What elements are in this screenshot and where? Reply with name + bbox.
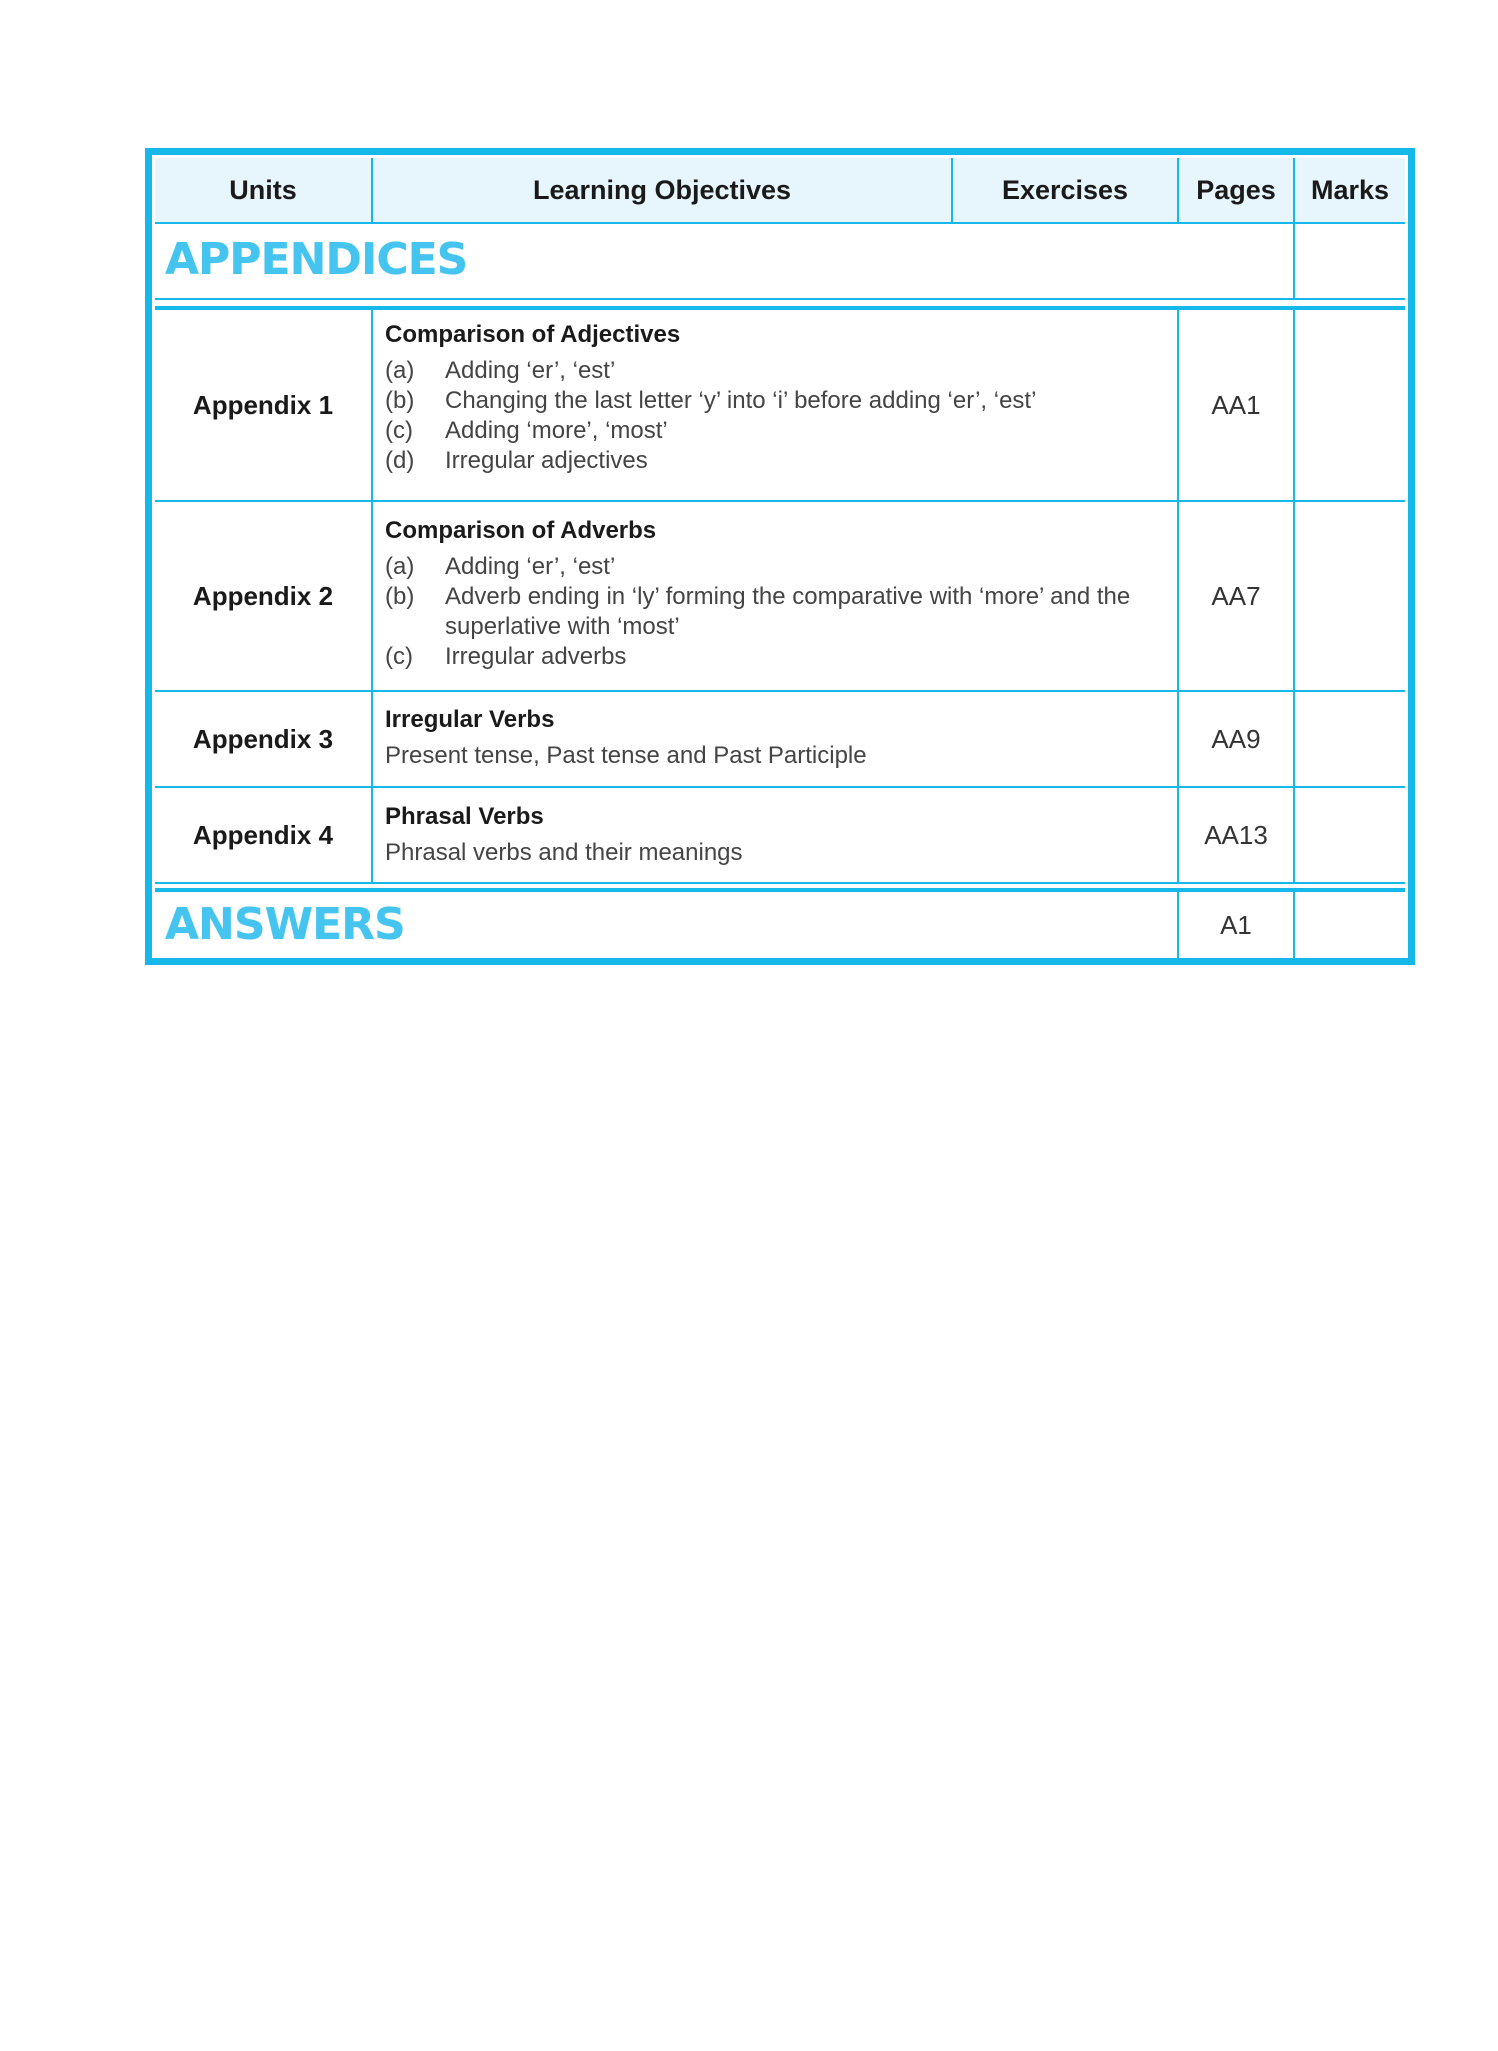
item-text: Changing the last letter ‘y’ into ‘i’ before adding ‘er’, ‘est’ (445, 387, 1037, 414)
column-divider (1293, 158, 1295, 298)
column-divider (1177, 158, 1179, 222)
objective-description: Present tense, Past tense and Past Participle (385, 742, 867, 769)
objective-item (385, 642, 1205, 672)
header-exercises: Exercises (1001, 174, 1129, 205)
divider (155, 786, 1405, 788)
contents-table-inner (155, 158, 1405, 955)
objective-title: Comparison of Adverbs (385, 517, 657, 544)
objective-title: Phrasal Verbs (385, 803, 544, 830)
page-appendix-3: AA9 (1211, 723, 1261, 754)
header-learning-objectives: Learning Objectives (532, 174, 792, 205)
unit-appendix-4: Appendix 4 (192, 819, 334, 850)
answers-title: ANSWERS (165, 899, 405, 950)
column-divider (1293, 310, 1295, 882)
column-divider (951, 158, 953, 222)
item-text: Adding ‘more’, ‘most’ (445, 417, 668, 444)
column-divider (371, 310, 373, 882)
item-label: (d) (385, 447, 415, 474)
column-divider (1177, 310, 1179, 882)
contents-table (145, 148, 1415, 965)
objectives-appendix-4 (385, 802, 1205, 868)
unit-appendix-2: Appendix 2 (192, 580, 334, 611)
page-appendix-1: AA1 (1211, 389, 1261, 420)
item-text: Adding ‘er’, ‘est’ (445, 357, 616, 384)
unit-appendix-1: Appendix 1 (192, 389, 334, 420)
divider (155, 882, 1405, 884)
objective-description: Phrasal verbs and their meanings (385, 839, 743, 866)
item-label: (a) (385, 357, 415, 384)
item-text: Irregular adverbs (445, 643, 627, 670)
column-divider (1293, 892, 1295, 959)
divider (155, 222, 1405, 224)
header-marks: Marks (1310, 174, 1390, 205)
divider (155, 888, 1405, 892)
item-text: Irregular adjectives (445, 447, 648, 474)
divider (155, 306, 1405, 310)
page-answers: A1 (1220, 910, 1252, 940)
item-label: (b) (385, 387, 415, 414)
appendices-title: APPENDICES (165, 234, 468, 285)
item-label: (c) (385, 417, 413, 444)
objective-item (385, 356, 1205, 386)
objective-item (385, 552, 1205, 582)
column-divider (371, 158, 373, 222)
objective-title: Comparison of Adjectives (385, 321, 681, 348)
objectives-appendix-1 (385, 320, 1205, 476)
objective-item (385, 446, 1205, 476)
divider (155, 500, 1405, 502)
objectives-appendix-3 (385, 705, 1205, 771)
page-appendix-2: AA7 (1211, 580, 1261, 611)
page-appendix-4: AA13 (1204, 819, 1268, 850)
column-divider (1177, 892, 1179, 959)
objective-title: Irregular Verbs (385, 706, 555, 733)
item-text: Adding ‘er’, ‘est’ (445, 553, 616, 580)
item-text: Adverb ending in ‘ly’ forming the comparative with ‘more’ and the superlative with ‘most’ (445, 583, 1131, 640)
item-label: (a) (385, 553, 415, 580)
divider (155, 298, 1405, 300)
objective-item (385, 582, 1205, 642)
objective-item (385, 416, 1205, 446)
unit-appendix-3: Appendix 3 (192, 723, 334, 754)
item-label: (b) (385, 583, 415, 610)
objectives-appendix-2 (385, 516, 1205, 672)
item-label: (c) (385, 643, 413, 670)
header-units: Units (229, 174, 297, 205)
objective-item (385, 386, 1205, 416)
divider (155, 690, 1405, 692)
header-pages: Pages (1196, 174, 1276, 205)
